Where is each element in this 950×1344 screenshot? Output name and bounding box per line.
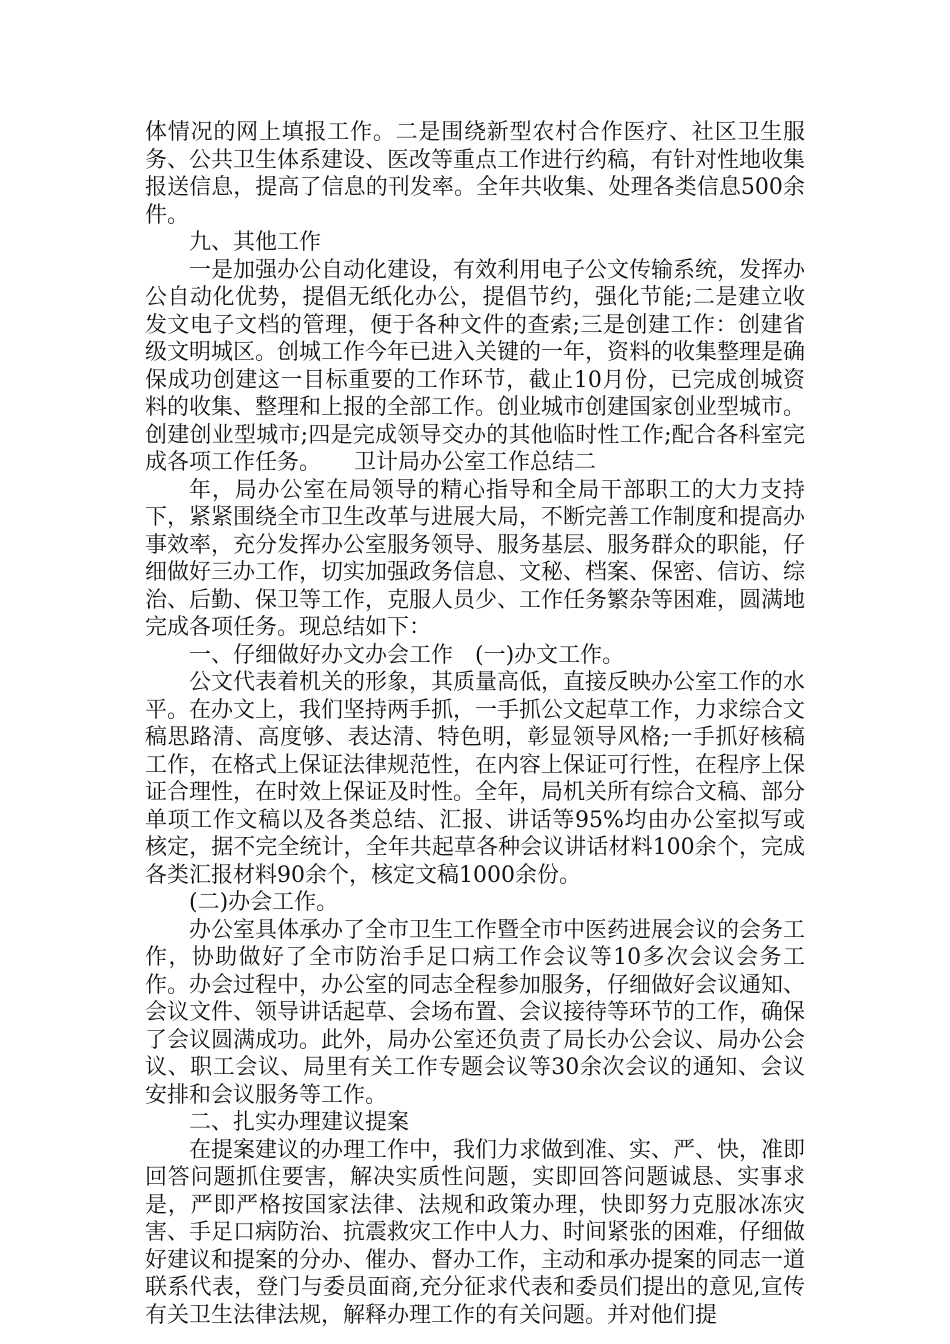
heading-other-work: 九、其他工作	[189, 230, 322, 255]
heading-meeting-work: (二)办会工作。	[189, 890, 339, 915]
document-page	[145, 119, 805, 1329]
paragraph-info-reporting: 体情况的网上填报工作。二是围绕新型农村合作医疗、社区卫生服务、公共卫生体系建设、医改等重点工作进行约稿，有针对性地收集报送信息，提高了信息的刊发率。全年共收集、处理各类信息500余件。	[145, 120, 806, 228]
paragraph-meeting-services: 办公室具体承办了全市卫生工作暨全市中医药进展会议的会务工作，协助做好了全市防治手足口病工作会议等10多次会议会务工作。办会过程中，办公室的同志全程参加服务，仔细做好会议通知、会议文件、领导讲话起草、会场布置、会议接待等环节的工作，确保了会议圆满成功。此外，局办公室还负责了局长办公会议、局办公会议、职工会议、局里有关工作专题会议等30余次会议的通知、会议安排和会议服务等工作。	[145, 917, 806, 1108]
paragraph-annual-summary-intro: 年，局办公室在局领导的精心指导和全局干部职工的大力支持下，紧紧围绕全市卫生改革与进展大局，不断完善工作制度和提高办事效率，充分发挥办公室服务领导、服务基层、服务群众的职能，仔细做好三办工作，切实加强政务信息、文秘、档案、保密、信访、综治、后勤、保卫等工作，克服人员少、工作任务繁杂等困难，圆满地完成各项任务。现总结如下：	[145, 477, 806, 640]
heading-proposals: 二、扎实办理建议提案	[189, 1110, 410, 1135]
paragraph-proposal-handling: 在提案建议的办理工作中，我们力求做到准、实、严、快，准即回答问题抓住要害，解决实质性问题，实即回答问题诚恳、实事求是，严即严格按国家法律、法规和政策办理，快即努力克服冰冻灾害、手足口病防治、抗震救灾工作中人力、时间紧张的困难，仔细做好建议和提案的分办、催办、督办工作，主动和承办提案的同志一道联系代表，登门与委员面商,充分征求代表和委员们提出的意见,宣传有关卫生法律法规，解释办理工作的有关问题。并对他们提	[145, 1137, 806, 1328]
paragraph-office-automation: 一是加强办公自动化建设，有效利用电子公文传输系统，发挥办公自动化优势，提倡无纸化办公，提倡节约，强化节能;二是建立收发文电子文档的管理，便于各种文件的查索;三是创建工作：创建省级文明城区。创城工作今年已进入关键的一年，资料的收集整理是确保成功创建这一目标重要的工作环节，截止10月份，已完成创城资料的收集、整理和上报的全部工作。创业城市创建国家创业型城市。创建创业型城市;四是完成领导交办的其他临时性工作;配合各科室完成各项工作任务。 卫计局办公室工作总结二	[145, 257, 806, 475]
heading-document-and-meeting-work: 一、仔细做好办文办会工作 (一)办文工作。	[189, 642, 625, 668]
paragraph-document-drafting: 公文代表着机关的形象，其质量高低，直接反映办公室工作的水平。在办文上，我们坚持两手抓，一手抓公文起草工作，力求综合文稿思路清、高度够、表达清、特色明，彰显领导风格;一手抓好核稿工作，在格式上保证法律规范性，在内容上保证可行性，在程序上保证合理性，在时效上保证及时性。全年，局机关所有综合文稿、部分单项工作文稿以及各类总结、汇报、讲话等95%均由办公室拟写或核定，据不完全统计，全年共起草各种会议讲话材料100余个，完成各类汇报材料90余个，核定文稿1000余份。	[145, 670, 806, 888]
